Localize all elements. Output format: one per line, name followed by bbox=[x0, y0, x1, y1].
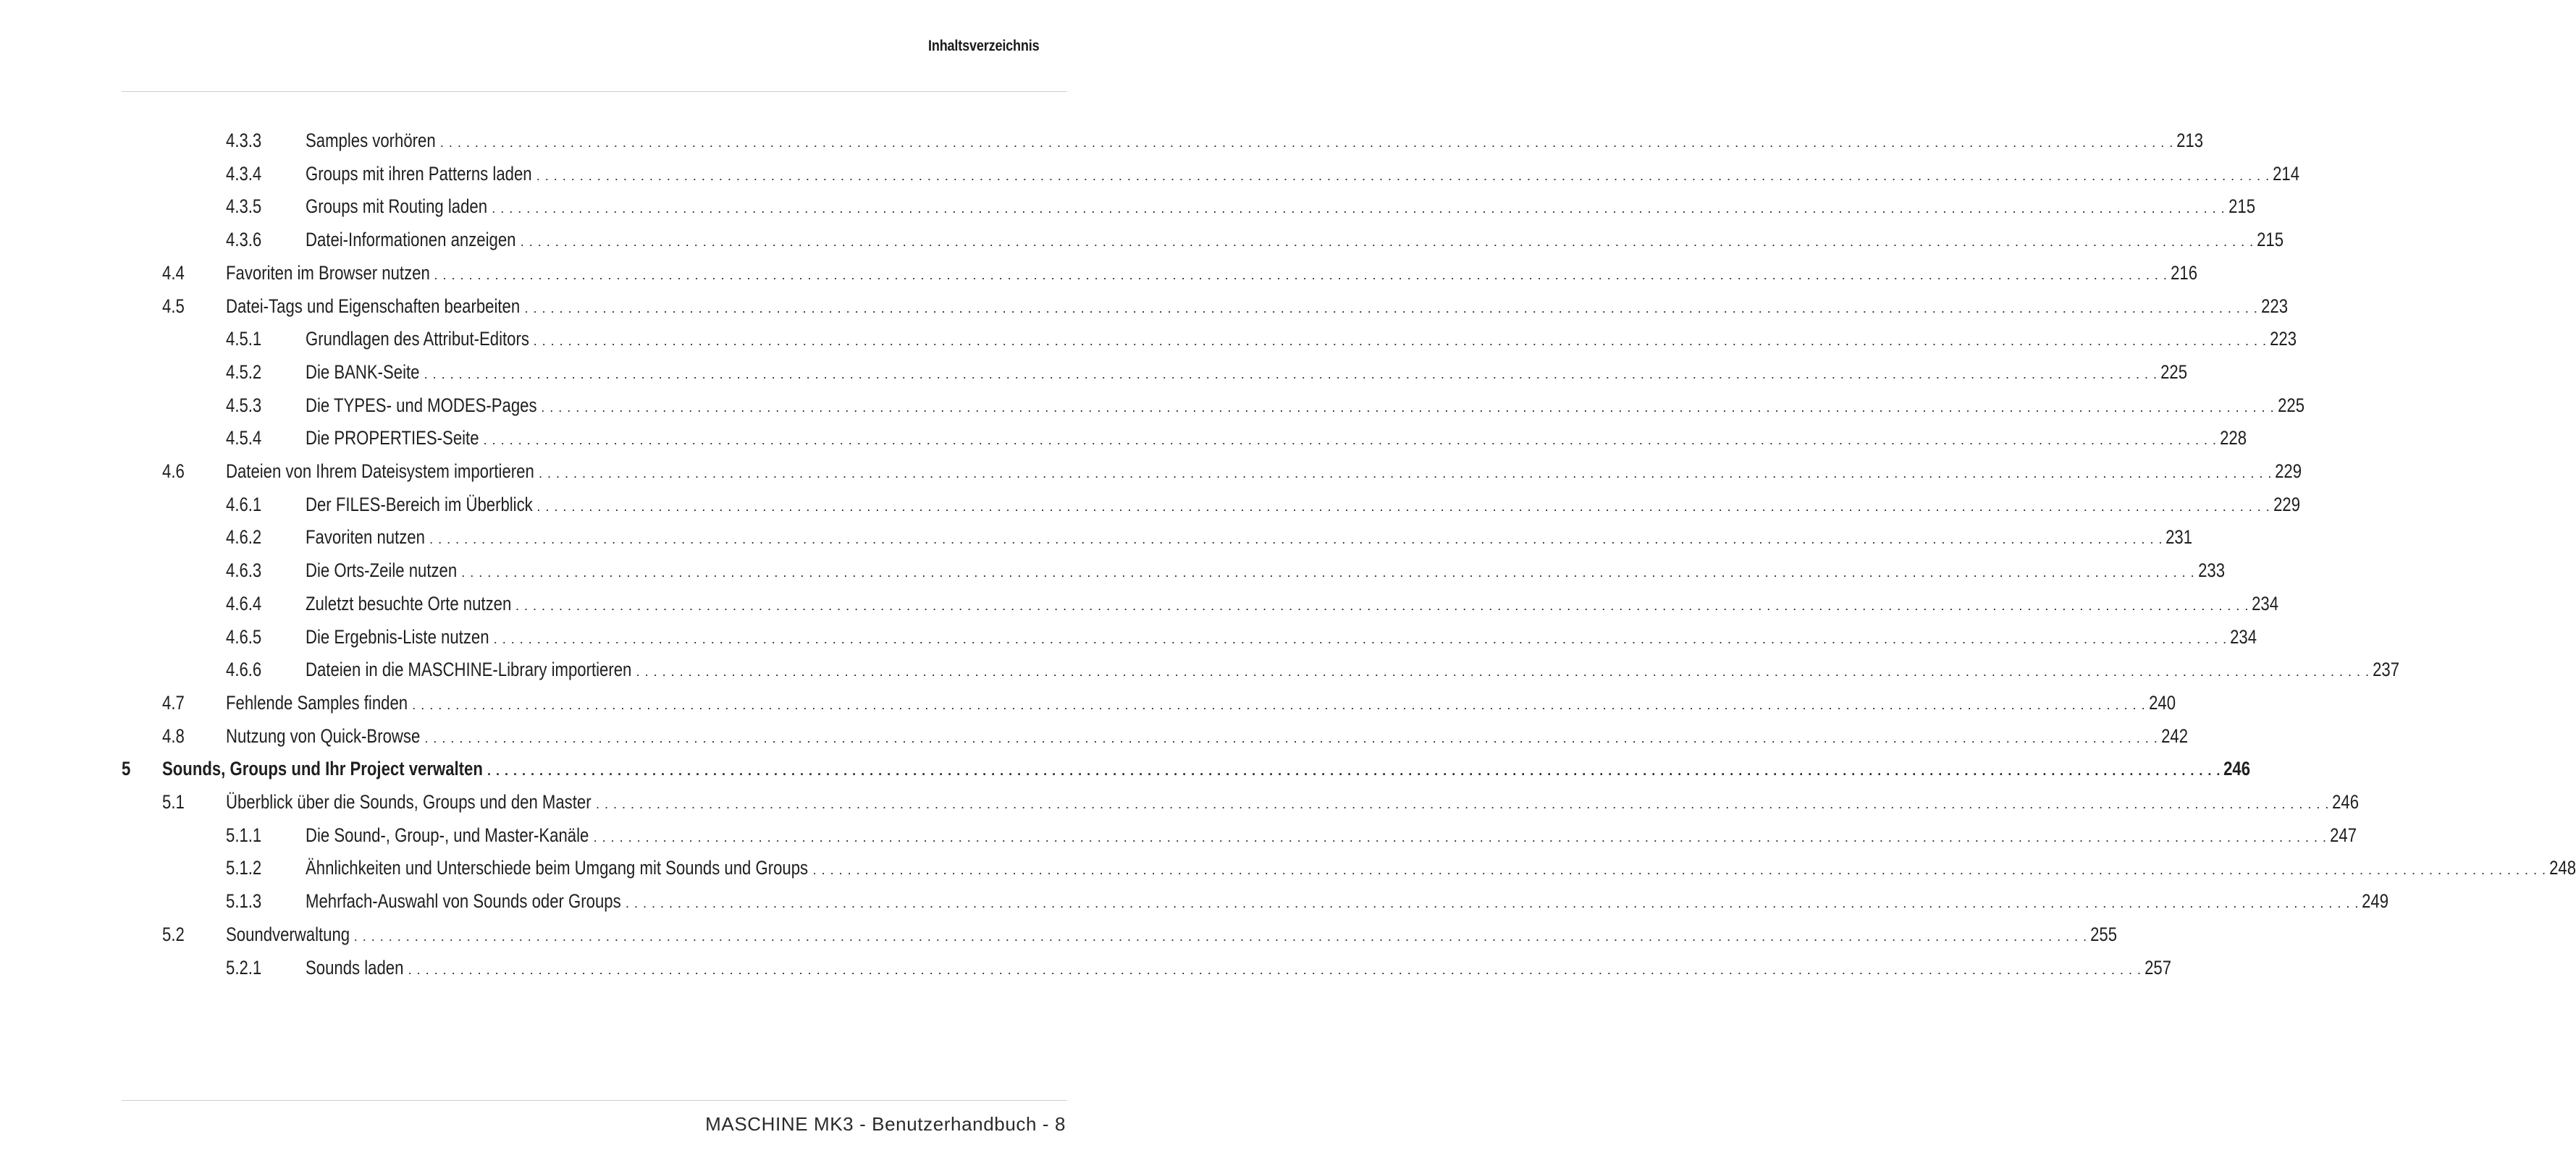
toc-entry-page: 228 bbox=[2220, 427, 2247, 449]
toc-entry-title: Groups mit Routing laden bbox=[306, 195, 488, 218]
toc-entry-page: 240 bbox=[2148, 691, 2176, 714]
page-header-title: Inhaltsverzeichnis bbox=[927, 38, 1039, 54]
toc-entry-title: Favoriten nutzen bbox=[306, 526, 425, 549]
toc-entry-line bbox=[306, 391, 2304, 422]
toc-dot-leader: . . . . . . . . . . . . . . . . . . . . . . . . . . . . . . . . . . . . . . . . . . . . . . . . . . . . . . . . . . . . . . . . . . . . . . . . . . . . . . . . . . . . . . . . . . . . . . . . . . . . . . . . . . . . . . . . . . . . . . . . . . . . . . . . . . . . . . . . . . . . . . . . . . . . . . . . . . . . . . . . . . . . . . . . . . . . . . . . . . . . . . . . . . . . . . . . . . . . . . . . bbox=[492, 201, 2226, 216]
toc-entry[interactable] bbox=[0, 920, 2118, 949]
toc-entry[interactable] bbox=[0, 589, 2279, 618]
toc-entry-line bbox=[306, 655, 2399, 686]
toc-entry-number: 4.6.5 bbox=[226, 625, 262, 648]
toc-dot-leader: . . . . . . . . . . . . . . . . . . . . . . . . . . . . . . . . . . . . . . . . . . . . . . . . . . . . . . . . . . . . . . . . . . . . . . . . . . . . . . . . . . . . . . . . . . . . . . . . . . . . . . . . . . . . . . . . . . . . . . . . . . . . . . . . . . . . . . . . . . . . . . . . . . . . . . . . . . . . . . . . . . . . . . . . . . . . . . . . . . . . . . . . . . . . . . . . . . . . . . . . bbox=[636, 664, 2370, 680]
toc-entry-title: Soundverwaltung bbox=[226, 923, 350, 945]
toc-dot-leader: . . . . . . . . . . . . . . . . . . . . . . . . . . . . . . . . . . . . . . . . . . . . . . . . . . . . . . . . . . . . . . . . . . . . . . . . . . . . . . . . . . . . . . . . . . . . . . . . . . . . . . . . . . . . . . . . . . . . . . . . . . . . . . . . . . . . . . . . . . . . . . . . . . . . . . . . . . . . . . . . . . . . . . . . . . . . . . . . . . . . . . . . . . . . . . . . . . . . . . . . bbox=[625, 896, 2360, 911]
toc-dot-leader: . . . . . . . . . . . . . . . . . . . . . . . . . . . . . . . . . . . . . . . . . . . . . . . . . . . . . . . . . . . . . . . . . . . . . . . . . . . . . . . . . . . . . . . . . . . . . . . . . . . . . . . . . . . . . . . . . . . . . . . . . . . . . . . . . . . . . . . . . . . . . . . . . . . . . . . . . . . . . . . . . . . . . . . . . . . . . . . . . . . . . . . . . . . . . . . . . . . . . . . . bbox=[493, 631, 2228, 646]
toc-entry-number: 4.3.4 bbox=[226, 162, 262, 185]
toc-entry-line bbox=[306, 953, 2171, 984]
toc-dot-leader: . . . . . . . . . . . . . . . . . . . . . . . . . . . . . . . . . . . . . . . . . . . . . . . . . . . . . . . . . . . . . . . . . . . . . . . . . . . . . . . . . . . . . . . . . . . . . . . . . . . . . . . . . . . . . . . . . . . . . . . . . . . . . . . . . . . . . . . . . . . . . . . . . . . . . . . . . . . . . . . . . . . . . . . . . . . . . . . . . . . . . . . . . . . . . . . . . . . . . . . . bbox=[533, 334, 2268, 349]
toc-entry[interactable] bbox=[0, 225, 2284, 254]
toc-entry-line bbox=[306, 622, 2257, 654]
toc-entry-title: Mehrfach-Auswahl von Sounds oder Groups bbox=[306, 890, 621, 913]
toc-entry[interactable] bbox=[0, 192, 2255, 221]
toc-dot-leader: . . . . . . . . . . . . . . . . . . . . . . . . . . . . . . . . . . . . . . . . . . . . . . . . . . . . . . . . . . . . . . . . . . . . . . . . . . . . . . . . . . . . . . . . . . . . . . . . . . . . . . . . . . . . . . . . . . . . . . . . . . . . . . . . . . . . . . . . . . . . . . . . . . . . . . . . . . . . . . . . . . . . . . . . . . . . . . . . . . . . . . . . . . . . . . . . . . . . . . . . bbox=[483, 433, 2218, 448]
toc-entry-number: 4.5.1 bbox=[226, 328, 262, 350]
toc-entry-title: Groups mit ihren Patterns laden bbox=[306, 162, 532, 185]
toc-entry-line bbox=[306, 821, 2357, 852]
toc-entry-line bbox=[306, 324, 2297, 355]
toc-entry-line bbox=[306, 853, 2576, 884]
toc-entry-page: 229 bbox=[2275, 460, 2302, 482]
toc-entry-number: 4.5.4 bbox=[226, 427, 262, 449]
toc-entry-line bbox=[306, 490, 2300, 521]
toc-entry[interactable] bbox=[0, 722, 2188, 751]
toc-entry-number: 5.2.1 bbox=[226, 956, 262, 979]
toc-entry-line bbox=[226, 920, 2118, 951]
toc-entry-page: 215 bbox=[2228, 195, 2255, 218]
toc-entry[interactable] bbox=[0, 391, 2304, 420]
toc-entry-title: Samples vorhören bbox=[306, 130, 436, 151]
toc-dot-leader: . . . . . . . . . . . . . . . . . . . . . . . . . . . . . . . . . . . . . . . . . . . . . . . . . . . . . . . . . . . . . . . . . . . . . . . . . . . . . . . . . . . . . . . . . . . . . . . . . . . . . . . . . . . . . . . . . . . . . . . . . . . . . . . . . . . . . . . . . . . . . . . . . . . . . . . . . . . . . . . . . . . . . . . . . . . . . . . . . . . . . . . . . . . . . . . . . . . . . . . . bbox=[408, 962, 2142, 977]
toc-entry[interactable] bbox=[0, 787, 2360, 816]
toc-entry[interactable] bbox=[0, 126, 2204, 155]
toc-entry[interactable] bbox=[0, 622, 2257, 651]
toc-entry-line bbox=[306, 887, 2389, 918]
toc-entry[interactable] bbox=[0, 688, 2176, 717]
toc-entry-title: Datei-Informationen anzeigen bbox=[306, 229, 516, 251]
toc-entry-number: 4.4 bbox=[162, 261, 185, 284]
toc-dot-leader: . . . . . . . . . . . . . . . . . . . . . . . . . . . . . . . . . . . . . . . . . . . . . . . . . . . . . . . . . . . . . . . . . . . . . . . . . . . . . . . . . . . . . . . . . . . . . . . . . . . . . . . . . . . . . . . . . . . . . . . . . . . . . . . . . . . . . . . . . . . . . . . . . . . . . . . . . . . . . . . . . . . . . . . . . . . . . . . . . . . . . . . . . . . . . . . . . . . . . . . . bbox=[429, 532, 2163, 547]
toc-entry-page: 246 bbox=[2332, 791, 2360, 813]
toc-entry-number: 4.6.2 bbox=[226, 526, 262, 549]
toc-entry[interactable] bbox=[0, 258, 2197, 287]
toc-entry[interactable] bbox=[0, 324, 2297, 353]
toc-entry[interactable] bbox=[0, 953, 2171, 982]
toc-entry-line bbox=[306, 192, 2255, 223]
toc-entry-line bbox=[306, 523, 2193, 554]
toc-entry-page: 234 bbox=[2230, 625, 2257, 648]
toc-dot-leader: . . . . . . . . . . . . . . . . . . . . . . . . . . . . . . . . . . . . . . . . . . . . . . . . . . . . . . . . . . . . . . . . . . . . . . . . . . . . . . . . . . . . . . . . . . . . . . . . . . . . . . . . . . . . . . . . . . . . . . . . . . . . . . . . . . . . . . . . . . . . . . . . . . . . . . . . . . . . . . . . . . . . . . . . . . . . . . . . . . . . . . . . . . . . . . . . . . . . . . . . bbox=[536, 499, 2270, 514]
toc-entry-page: 247 bbox=[2330, 824, 2357, 846]
toc-chapter-entry[interactable] bbox=[0, 754, 2251, 783]
toc-entry[interactable] bbox=[0, 655, 2399, 684]
toc-entry-line bbox=[306, 159, 2300, 190]
toc-entry-number: 4.3.5 bbox=[226, 195, 262, 218]
toc-entry-page: 246 bbox=[2223, 758, 2251, 780]
toc-entry-title: Sounds laden bbox=[306, 956, 404, 979]
toc-entry-title: Die Ergebnis-Liste nutzen bbox=[306, 625, 489, 648]
toc-entry[interactable] bbox=[0, 358, 2187, 386]
toc-entry-line bbox=[306, 589, 2279, 620]
toc-entry-line bbox=[226, 292, 2288, 323]
toc-entry-page: 225 bbox=[2160, 360, 2187, 383]
toc-dot-leader: . . . . . . . . . . . . . . . . . . . . . . . . . . . . . . . . . . . . . . . . . . . . . . . . . . . . . . . . . . . . . . . . . . . . . . . . . . . . . . . . . . . . . . . . . . . . . . . . . . . . . . . . . . . . . . . . . . . . . . . . . . . . . . . . . . . . . . . . . . . . . . . . . . . . . . . . . . . . . . . . . . . . . . . . . . . . . . . . . . . . . . . . . . . . . . . . . . . . . . . . bbox=[812, 863, 2546, 878]
toc-dot-leader: . . . . . . . . . . . . . . . . . . . . . . . . . . . . . . . . . . . . . . . . . . . . . . . . . . . . . . . . . . . . . . . . . . . . . . . . . . . . . . . . . . . . . . . . . . . . . . . . . . . . . . . . . . . . . . . . . . . . . . . . . . . . . . . . . . . . . . . . . . . . . . . . . . . . . . . . . . . . . . . . . . . . . . . . . . . . . . . . . . . . . . . . . . . . . . . . . . . . . . . . bbox=[424, 730, 2158, 745]
toc-entry-number: 5.1.1 bbox=[226, 824, 262, 846]
toc-entry-title: Die Orts-Zeile nutzen bbox=[306, 559, 458, 582]
toc-entry-number: 4.6.6 bbox=[226, 659, 262, 681]
toc-entry-line bbox=[306, 358, 2187, 389]
toc-entry-line bbox=[226, 722, 2188, 753]
toc-dot-leader: . . . . . . . . . . . . . . . . . . . . . . . . . . . . . . . . . . . . . . . . . . . . . . . . . . . . . . . . . . . . . . . . . . . . . . . . . . . . . . . . . . . . . . . . . . . . . . . . . . . . . . . . . . . . . . . . . . . . . . . . . . . . . . . . . . . . . . . . . . . . . . . . . . . . . . . . . . . . . . . . . . . . . . . . . . . . . . . . . . . . . . . . . . . . . . . . . . . . . . . . bbox=[595, 797, 2330, 811]
toc-entry-page: 223 bbox=[2270, 328, 2297, 350]
toc-entry-title: Sounds, Groups und Ihr Project verwalten bbox=[162, 758, 483, 780]
toc-entry[interactable] bbox=[0, 887, 2389, 916]
toc-entry[interactable] bbox=[0, 556, 2225, 585]
toc-entry-title: Zuletzt besuchte Orte nutzen bbox=[306, 592, 512, 614]
toc-entry-page: 231 bbox=[2165, 526, 2193, 549]
toc-entry-line bbox=[226, 457, 2302, 488]
toc-entry-line bbox=[162, 754, 2251, 785]
toc-entry-number: 5 bbox=[122, 758, 131, 780]
toc-entry-page: 225 bbox=[2277, 394, 2304, 416]
toc-entry-page: 249 bbox=[2362, 890, 2389, 913]
toc-entry-page: 214 bbox=[2273, 162, 2300, 185]
page-footer: MASCHINE MK3 - Benutzerhandbuch - 8 bbox=[705, 1113, 1066, 1135]
toc-entry[interactable] bbox=[0, 457, 2302, 486]
footer-divider bbox=[122, 1100, 1067, 1101]
toc-entry-title: Überblick über die Sounds, Groups und den Master bbox=[226, 791, 592, 813]
toc-entry-number: 4.3.6 bbox=[226, 229, 262, 251]
toc-entry-page: 257 bbox=[2144, 956, 2171, 979]
toc-entry-title: Datei-Tags und Eigenschaften bearbeiten bbox=[226, 295, 521, 317]
toc-entry-line bbox=[226, 258, 2197, 290]
toc-dot-leader: . . . . . . . . . . . . . . . . . . . . . . . . . . . . . . . . . . . . . . . . . . . . . . . . . . . . . . . . . . . . . . . . . . . . . . . . . . . . . . . . . . . . . . . . . . . . . . . . . . . . . . . . . . . . . . . . . . . . . . . . . . . . . . . . . . . . . . . . . . . . . . . . . . . . . . . . . . . . . . . . . . . . . . . . . . . . . . . . . . . . . . . . . . . . . . . . . . . . . . . . bbox=[434, 267, 2168, 282]
toc-entry-title: Der FILES-Bereich im Überblick bbox=[306, 493, 533, 515]
toc-entry-number: 4.5.3 bbox=[226, 394, 262, 416]
toc-entry[interactable] bbox=[0, 292, 2288, 321]
toc-dot-leader: . . . . . . . . . . . . . . . . . . . . . . . . . . . . . . . . . . . . . . . . . . . . . . . . . . . . . . . . . . . . . . . . . . . . . . . . . . . . . . . . . . . . . . . . . . . . . . . . . . . . . . . . . . . . . . . . . . . . . . . . . . . . . . . . . . . . . . . . . . . . . . . . . . . . . . . . . . . . . . . . . . . . . . . . . . . . . . . . . . . . . . . . . . . . . . . . . . . . . . . . bbox=[487, 764, 2221, 779]
header-divider bbox=[122, 91, 1067, 92]
toc-entry-title: Dateien in die MASCHINE-Library importieren bbox=[306, 659, 632, 681]
toc-entry[interactable] bbox=[0, 853, 2576, 882]
toc-entry-title: Nutzung von Quick-Browse bbox=[226, 724, 421, 747]
toc-entry-title: Die Sound-, Group-, und Master-Kanäle bbox=[306, 824, 589, 846]
toc-entry-page: 234 bbox=[2252, 592, 2279, 614]
toc-dot-leader: . . . . . . . . . . . . . . . . . . . . . . . . . . . . . . . . . . . . . . . . . . . . . . . . . . . . . . . . . . . . . . . . . . . . . . . . . . . . . . . . . . . . . . . . . . . . . . . . . . . . . . . . . . . . . . . . . . . . . . . . . . . . . . . . . . . . . . . . . . . . . . . . . . . . . . . . . . . . . . . . . . . . . . . . . . . . . . . . . . . . . . . . . . . . . . . . . . . . . . . . bbox=[536, 168, 2270, 183]
toc-entry-page: 233 bbox=[2197, 559, 2225, 582]
toc-entry-page: 237 bbox=[2373, 659, 2399, 681]
toc-entry-line bbox=[306, 126, 2204, 157]
toc-entry[interactable] bbox=[0, 159, 2300, 188]
toc-entry-page: 223 bbox=[2260, 295, 2288, 317]
toc-entry[interactable] bbox=[0, 821, 2357, 850]
toc-entry-page: 215 bbox=[2257, 229, 2284, 251]
toc-entry-number: 5.1.2 bbox=[226, 857, 262, 879]
toc-entry[interactable] bbox=[0, 423, 2247, 452]
toc-entry-title: Dateien von Ihrem Dateisystem importieren bbox=[226, 460, 534, 482]
toc-dot-leader: . . . . . . . . . . . . . . . . . . . . . . . . . . . . . . . . . . . . . . . . . . . . . . . . . . . . . . . . . . . . . . . . . . . . . . . . . . . . . . . . . . . . . . . . . . . . . . . . . . . . . . . . . . . . . . . . . . . . . . . . . . . . . . . . . . . . . . . . . . . . . . . . . . . . . . . . . . . . . . . . . . . . . . . . . . . . . . . . . . . . . . . . . . . . . . . . . . . . . . . . bbox=[353, 929, 2088, 944]
toc-entry-page: 229 bbox=[2273, 493, 2300, 515]
toc-entry-title: Grundlagen des Attribut-Editors bbox=[306, 328, 529, 350]
toc-entry[interactable] bbox=[0, 523, 2193, 551]
toc-dot-leader: . . . . . . . . . . . . . . . . . . . . . . . . . . . . . . . . . . . . . . . . . . . . . . . . . . . . . . . . . . . . . . . . . . . . . . . . . . . . . . . . . . . . . . . . . . . . . . . . . . . . . . . . . . . . . . . . . . . . . . . . . . . . . . . . . . . . . . . . . . . . . . . . . . . . . . . . . . . . . . . . . . . . . . . . . . . . . . . . . . . . . . . . . . . . . . . . . . . . . . . . bbox=[439, 135, 2174, 150]
toc-entry-line bbox=[306, 225, 2284, 256]
toc-dot-leader: . . . . . . . . . . . . . . . . . . . . . . . . . . . . . . . . . . . . . . . . . . . . . . . . . . . . . . . . . . . . . . . . . . . . . . . . . . . . . . . . . . . . . . . . . . . . . . . . . . . . . . . . . . . . . . . . . . . . . . . . . . . . . . . . . . . . . . . . . . . . . . . . . . . . . . . . . . . . . . . . . . . . . . . . . . . . . . . . . . . . . . . . . . . . . . . . . . . . . . . . bbox=[424, 366, 2158, 381]
toc-entry-page: 216 bbox=[2170, 261, 2197, 284]
toc-entry-number: 4.6.3 bbox=[226, 559, 262, 582]
toc-entry-number: 4.8 bbox=[162, 724, 185, 747]
toc-entry-number: 4.5 bbox=[162, 295, 185, 317]
toc-entry-number: 5.1.3 bbox=[226, 890, 262, 913]
toc-entry-number: 4.6.1 bbox=[226, 493, 262, 515]
toc-entry-title: Die TYPES- und MODES-Pages bbox=[306, 394, 537, 416]
toc-dot-leader: . . . . . . . . . . . . . . . . . . . . . . . . . . . . . . . . . . . . . . . . . . . . . . . . . . . . . . . . . . . . . . . . . . . . . . . . . . . . . . . . . . . . . . . . . . . . . . . . . . . . . . . . . . . . . . . . . . . . . . . . . . . . . . . . . . . . . . . . . . . . . . . . . . . . . . . . . . . . . . . . . . . . . . . . . . . . . . . . . . . . . . . . . . . . . . . . . . . . . . . . bbox=[593, 829, 2327, 845]
toc-entry-number: 5.1 bbox=[162, 791, 185, 813]
toc-entry-number: 4.6 bbox=[162, 460, 185, 482]
toc-entry-page: 248 bbox=[2549, 857, 2576, 879]
toc-entry-title: Fehlende Samples finden bbox=[226, 691, 408, 714]
toc-entry-number: 4.3.3 bbox=[226, 130, 262, 151]
toc-dot-leader: . . . . . . . . . . . . . . . . . . . . . . . . . . . . . . . . . . . . . . . . . . . . . . . . . . . . . . . . . . . . . . . . . . . . . . . . . . . . . . . . . . . . . . . . . . . . . . . . . . . . . . . . . . . . . . . . . . . . . . . . . . . . . . . . . . . . . . . . . . . . . . . . . . . . . . . . . . . . . . . . . . . . . . . . . . . . . . . . . . . . . . . . . . . . . . . . . . . . . . . . bbox=[461, 565, 2195, 580]
toc-entry-title: Die BANK-Seite bbox=[306, 360, 420, 383]
toc-entry-line bbox=[226, 688, 2176, 719]
toc-entry-number: 5.2 bbox=[162, 923, 185, 945]
toc-entry-page: 242 bbox=[2160, 724, 2188, 747]
toc-dot-leader: . . . . . . . . . . . . . . . . . . . . . . . . . . . . . . . . . . . . . . . . . . . . . . . . . . . . . . . . . . . . . . . . . . . . . . . . . . . . . . . . . . . . . . . . . . . . . . . . . . . . . . . . . . . . . . . . . . . . . . . . . . . . . . . . . . . . . . . . . . . . . . . . . . . . . . . . . . . . . . . . . . . . . . . . . . . . . . . . . . . . . . . . . . . . . . . . . . . . . . . . bbox=[538, 466, 2273, 481]
toc-entry[interactable] bbox=[0, 490, 2300, 519]
toc-dot-leader: . . . . . . . . . . . . . . . . . . . . . . . . . . . . . . . . . . . . . . . . . . . . . . . . . . . . . . . . . . . . . . . . . . . . . . . . . . . . . . . . . . . . . . . . . . . . . . . . . . . . . . . . . . . . . . . . . . . . . . . . . . . . . . . . . . . . . . . . . . . . . . . . . . . . . . . . . . . . . . . . . . . . . . . . . . . . . . . . . . . . . . . . . . . . . . . . . . . . . . . . bbox=[412, 697, 2146, 712]
toc-entry-number: 4.7 bbox=[162, 691, 185, 714]
toc-entry-title: Favoriten im Browser nutzen bbox=[226, 261, 430, 284]
toc-entry-title: Die PROPERTIES-Seite bbox=[306, 427, 479, 449]
toc-entry-line bbox=[226, 787, 2360, 819]
toc-entry-number: 4.5.2 bbox=[226, 360, 262, 383]
toc-entry-page: 255 bbox=[2090, 923, 2118, 945]
toc-entry-line bbox=[306, 423, 2247, 455]
toc-dot-leader: . . . . . . . . . . . . . . . . . . . . . . . . . . . . . . . . . . . . . . . . . . . . . . . . . . . . . . . . . . . . . . . . . . . . . . . . . . . . . . . . . . . . . . . . . . . . . . . . . . . . . . . . . . . . . . . . . . . . . . . . . . . . . . . . . . . . . . . . . . . . . . . . . . . . . . . . . . . . . . . . . . . . . . . . . . . . . . . . . . . . . . . . . . . . . . . . . . . . . . . . bbox=[524, 300, 2258, 316]
toc-dot-leader: . . . . . . . . . . . . . . . . . . . . . . . . . . . . . . . . . . . . . . . . . . . . . . . . . . . . . . . . . . . . . . . . . . . . . . . . . . . . . . . . . . . . . . . . . . . . . . . . . . . . . . . . . . . . . . . . . . . . . . . . . . . . . . . . . . . . . . . . . . . . . . . . . . . . . . . . . . . . . . . . . . . . . . . . . . . . . . . . . . . . . . . . . . . . . . . . . . . . . . . . bbox=[520, 234, 2255, 250]
toc-entry-number: 4.6.4 bbox=[226, 592, 262, 614]
toc-entry-page: 213 bbox=[2176, 130, 2204, 151]
toc-dot-leader: . . . . . . . . . . . . . . . . . . . . . . . . . . . . . . . . . . . . . . . . . . . . . . . . . . . . . . . . . . . . . . . . . . . . . . . . . . . . . . . . . . . . . . . . . . . . . . . . . . . . . . . . . . . . . . . . . . . . . . . . . . . . . . . . . . . . . . . . . . . . . . . . . . . . . . . . . . . . . . . . . . . . . . . . . . . . . . . . . . . . . . . . . . . . . . . . . . . . . . . . bbox=[515, 598, 2249, 613]
toc-entry-line bbox=[306, 556, 2225, 587]
toc-dot-leader: . . . . . . . . . . . . . . . . . . . . . . . . . . . . . . . . . . . . . . . . . . . . . . . . . . . . . . . . . . . . . . . . . . . . . . . . . . . . . . . . . . . . . . . . . . . . . . . . . . . . . . . . . . . . . . . . . . . . . . . . . . . . . . . . . . . . . . . . . . . . . . . . . . . . . . . . . . . . . . . . . . . . . . . . . . . . . . . . . . . . . . . . . . . . . . . . . . . . . . . . bbox=[541, 400, 2275, 415]
toc-entry-title: Ähnlichkeiten und Unterschiede beim Umgang mit Sounds und Groups bbox=[306, 857, 809, 879]
